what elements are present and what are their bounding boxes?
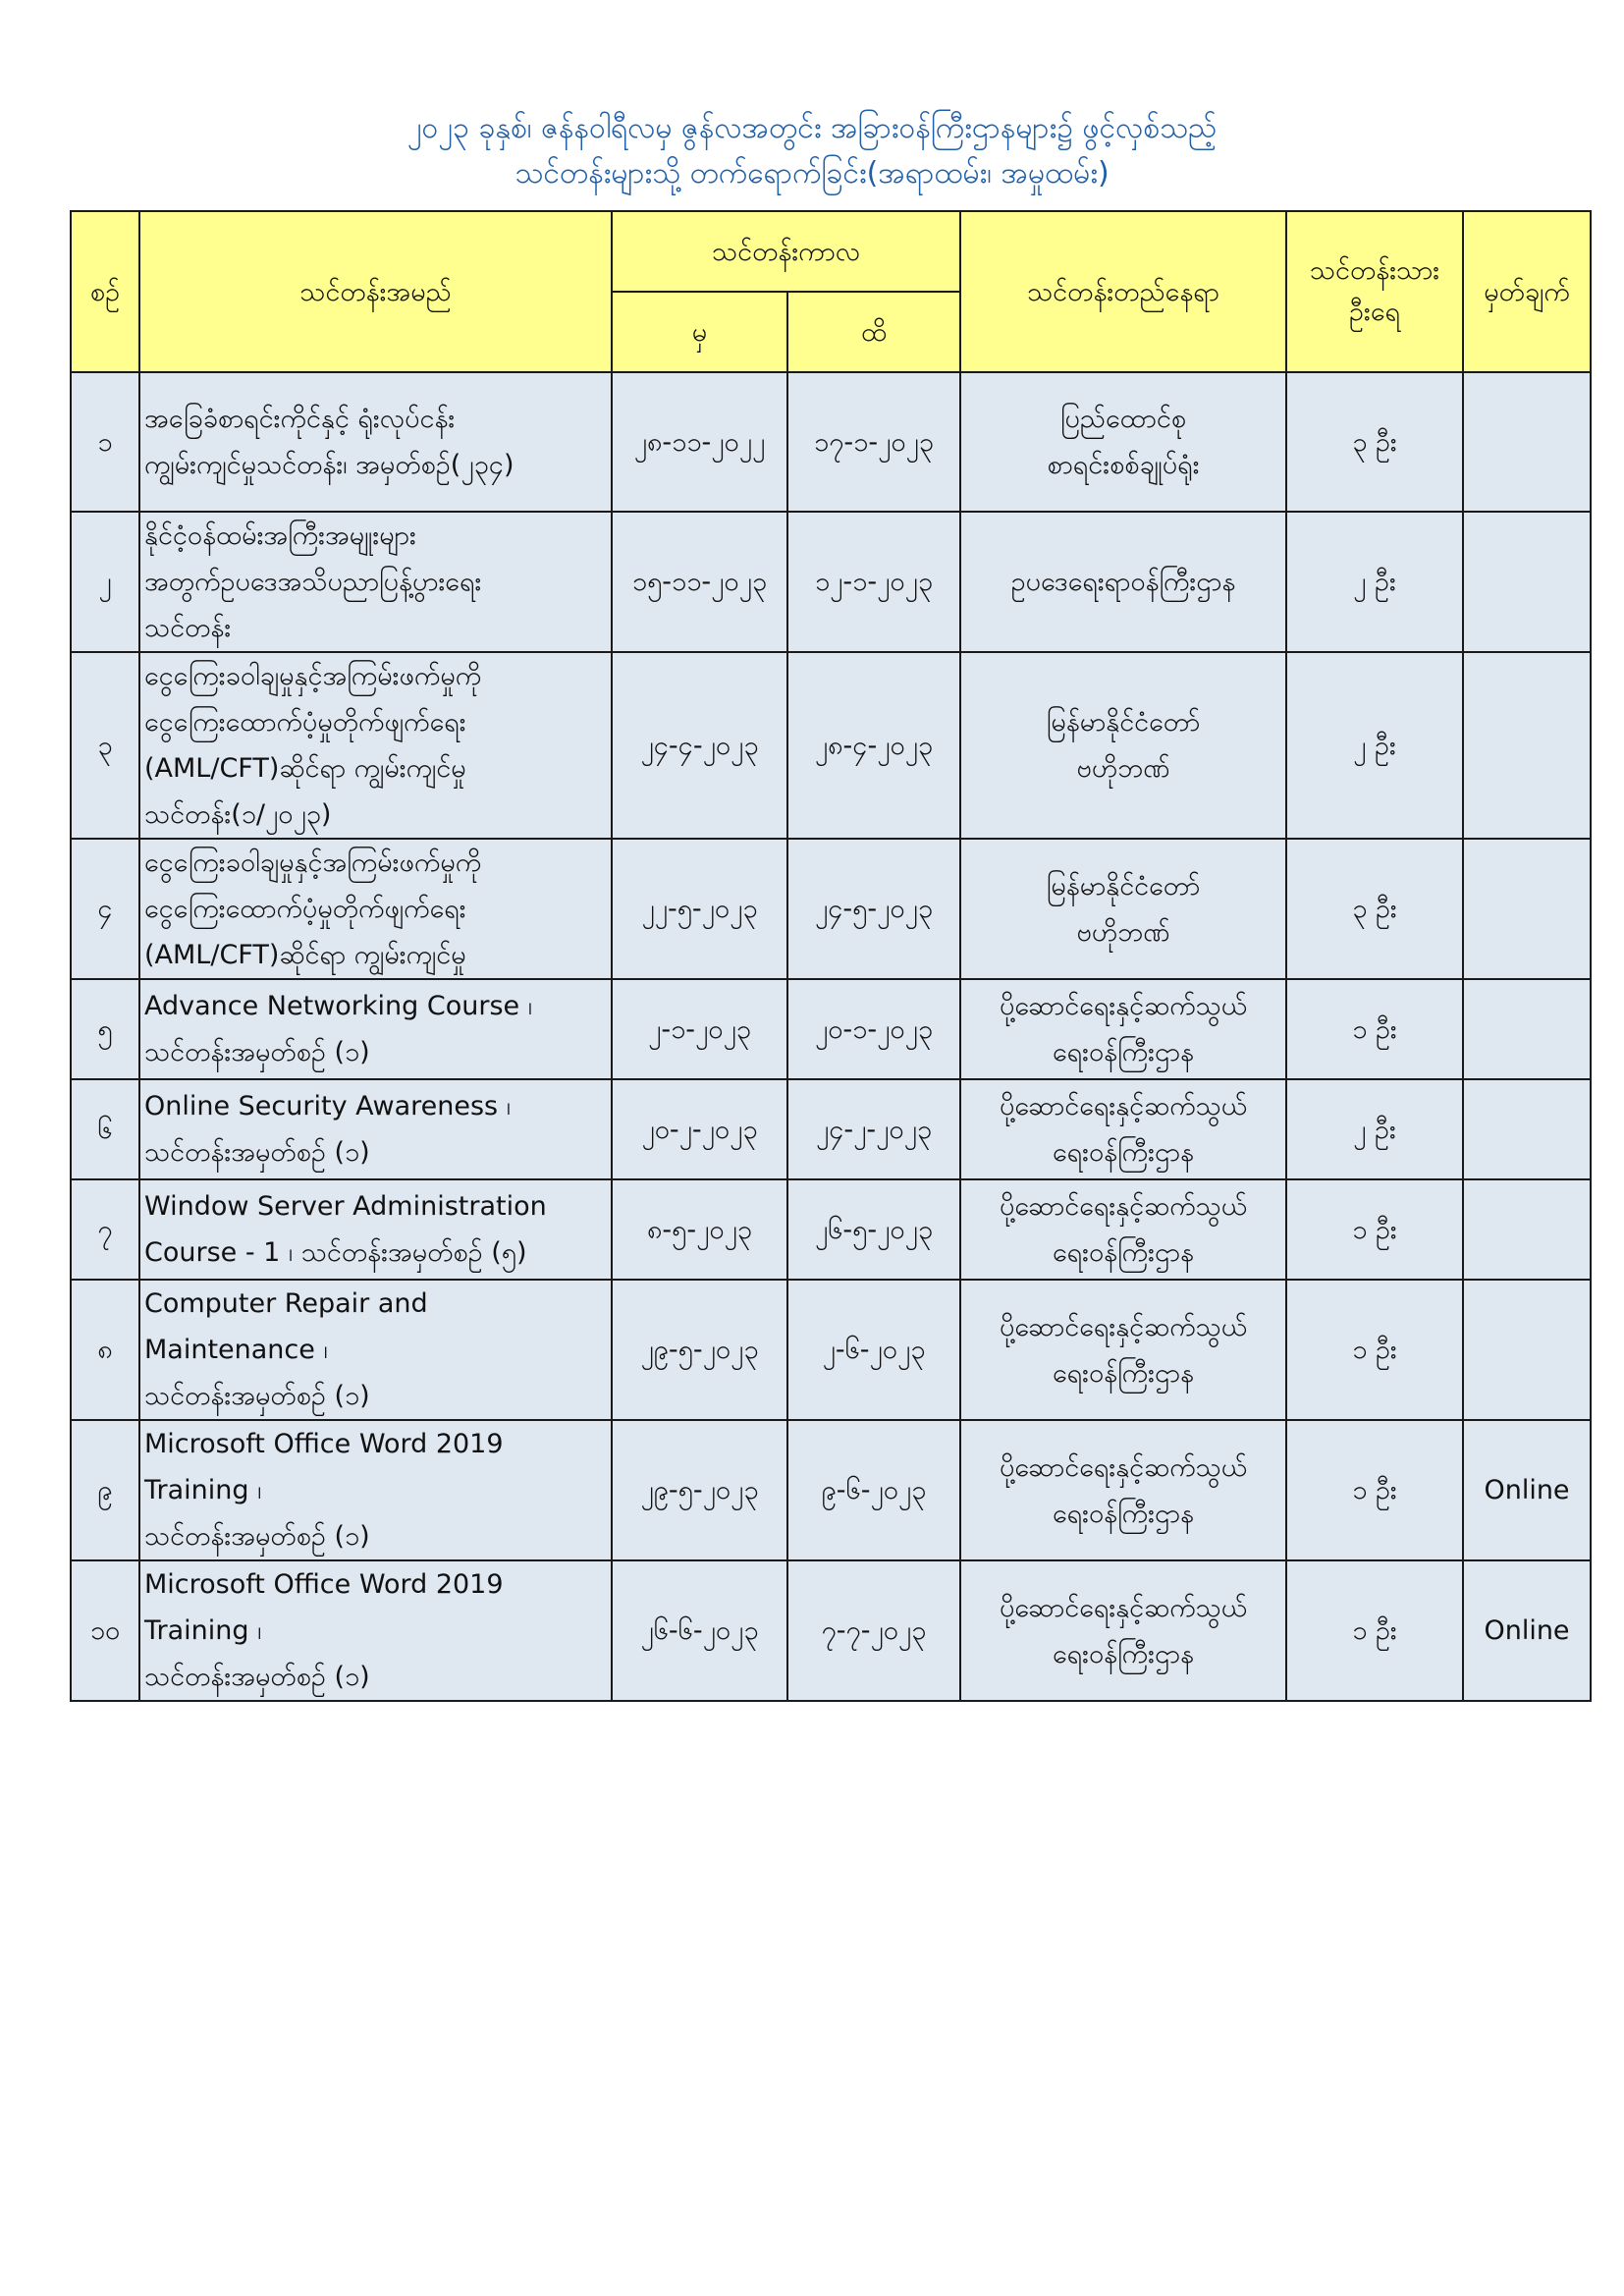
header-remark: မှတ်ချက် bbox=[1463, 211, 1591, 372]
course-location-line: ပို့ဆောင်ရေးနှင့်ဆက်သွယ် bbox=[1000, 1191, 1247, 1222]
course-location bbox=[960, 1420, 1286, 1560]
remark bbox=[1463, 1280, 1591, 1420]
table-body bbox=[71, 372, 1591, 1701]
course-location-line: ရေးဝန်ကြီးဌာန bbox=[1052, 1137, 1195, 1168]
row-number: ၅ bbox=[71, 979, 139, 1079]
course-name-line: Microsoft Office Word 2019 Training ၊ bbox=[144, 1569, 504, 1646]
course-location-line: ပို့ဆောင်ရေးနှင့်ဆက်သွယ် bbox=[1000, 1592, 1247, 1623]
header-from: မှ bbox=[612, 292, 787, 372]
row-number: ၁၀ bbox=[71, 1560, 139, 1701]
date-to: ၁၂-၁-၂၀၂၃ bbox=[787, 512, 960, 652]
date-to: ၂၄-၂-၂၀၂၃ bbox=[787, 1079, 960, 1179]
course-name-line: သင်တန်း bbox=[144, 613, 232, 643]
participant-count: ၂ ဦး bbox=[1286, 512, 1463, 652]
course-name-line: သင်တန်းအမှတ်စဉ် (၁) bbox=[144, 1662, 370, 1692]
course-name-line: အတွက်ဥပဒေအသိပညာပြန့်ပွားရေး bbox=[144, 567, 482, 597]
participant-count: ၃ ဦး bbox=[1286, 372, 1463, 512]
header-name: သင်တန်းအမည် bbox=[139, 211, 612, 372]
course-name bbox=[139, 372, 612, 512]
remark: Online bbox=[1463, 1420, 1591, 1560]
course-location bbox=[960, 1179, 1286, 1280]
course-location bbox=[960, 979, 1286, 1079]
remark bbox=[1463, 652, 1591, 839]
course-location bbox=[960, 512, 1286, 652]
table-row bbox=[71, 652, 1591, 839]
course-name-line: Course - 1 ၊ သင်တန်းအမှတ်စဉ် (၅) bbox=[144, 1237, 527, 1268]
row-number: ၃ bbox=[71, 652, 139, 839]
course-name-line: ငွေကြေးခဝါချမှုနှင့်အကြမ်းဖက်မှုကို bbox=[144, 847, 482, 878]
table-header bbox=[71, 211, 1591, 372]
course-name-line: Computer Repair and Maintenance ၊ bbox=[144, 1288, 428, 1365]
table-row bbox=[71, 839, 1591, 979]
table-row bbox=[71, 979, 1591, 1079]
course-name-line: ကျွမ်းကျင်မှုသင်တန်း၊ အမှတ်စဉ်(၂၃၄) bbox=[144, 450, 514, 480]
course-location-line: ရေးဝန်ကြီးဌာန bbox=[1052, 1638, 1195, 1669]
date-from: ၂-၁-၂၀၂၃ bbox=[612, 979, 787, 1079]
row-number: ၆ bbox=[71, 1079, 139, 1179]
course-location-line: ရေးဝန်ကြီးဌာန bbox=[1052, 1037, 1195, 1067]
course-location bbox=[960, 652, 1286, 839]
course-name-line: သင်တန်းအမှတ်စဉ် (၁) bbox=[144, 1137, 370, 1168]
course-name-line: Window Server Administration bbox=[144, 1191, 547, 1222]
training-table bbox=[70, 210, 1592, 1702]
title-line-1: ၂၀၂၃ ခုနှစ်၊ ဇန်နဝါရီလမှ ဇွန်လအတွင်း အခြားဝန်ကြီးဌာနများ၌ ဖွင့်လှစ်သည့် bbox=[406, 111, 1218, 145]
course-location bbox=[960, 1280, 1286, 1420]
date-from: ၂၉-၅-၂၀၂၃ bbox=[612, 1280, 787, 1420]
course-location-line: မြန်မာနိုင်ငံတော် bbox=[1046, 707, 1201, 738]
row-number: ၁ bbox=[71, 372, 139, 512]
table-row bbox=[71, 1280, 1591, 1420]
row-number: ၄ bbox=[71, 839, 139, 979]
remark bbox=[1463, 839, 1591, 979]
table-row bbox=[71, 1179, 1591, 1280]
date-from: ၁၅-၁၁-၂၀၂၃ bbox=[612, 512, 787, 652]
course-location-line: ပို့ဆောင်ရေးနှင့်ဆက်သွယ် bbox=[1000, 1091, 1247, 1121]
course-name-line: Advance Networking Course ၊ bbox=[144, 991, 532, 1021]
participant-count: ၁ ဦး bbox=[1286, 1179, 1463, 1280]
date-to: ၂၈-၄-၂၀၂၃ bbox=[787, 652, 960, 839]
date-to: ၇-၇-၂၀၂၃ bbox=[787, 1560, 960, 1701]
course-location-line: ရေးဝန်ကြီးဌာန bbox=[1052, 1357, 1195, 1389]
participant-count: ၃ ဦး bbox=[1286, 839, 1463, 979]
remark bbox=[1463, 1179, 1591, 1280]
header-place: သင်တန်းတည်နေရာ bbox=[960, 211, 1286, 372]
header-count: သင်တန်းသားဦးရေ bbox=[1286, 211, 1463, 372]
date-from: ၂၀-၂-၂၀၂၃ bbox=[612, 1079, 787, 1179]
participant-count: ၁ ဦး bbox=[1286, 1280, 1463, 1420]
date-from: ၂၄-၄-၂၀၂၃ bbox=[612, 652, 787, 839]
course-name bbox=[139, 1420, 612, 1560]
date-to: ၂-၆-၂၀၂၃ bbox=[787, 1280, 960, 1420]
title-line-2: သင်တန်းများသို့ တက်ရောက်ခြင်း(အရာထမ်း၊ အမှုထမ်း) bbox=[514, 156, 1110, 191]
course-location-line: ပြည်ထောင်စု bbox=[1059, 404, 1187, 434]
date-to: ၁၇-၁-၂၀၂၃ bbox=[787, 372, 960, 512]
date-to: ၉-၆-၂၀၂၃ bbox=[787, 1420, 960, 1560]
course-location-line: ဗဟိုဘဏ် bbox=[1076, 753, 1170, 784]
course-location-line: ဥပဒေရေးရာဝန်ကြီးဌာန bbox=[1010, 567, 1236, 597]
date-to: ၂၆-၅-၂၀၂၃ bbox=[787, 1179, 960, 1280]
participant-count: ၁ ဦး bbox=[1286, 979, 1463, 1079]
course-location bbox=[960, 372, 1286, 512]
course-name-line: Microsoft Office Word 2019 Training ၊ bbox=[144, 1429, 504, 1505]
course-location-line: ပို့ဆောင်ရေးနှင့်ဆက်သွယ် bbox=[1000, 1311, 1247, 1342]
course-location-line: ရေးဝန်ကြီးဌာန bbox=[1052, 1498, 1195, 1529]
remark bbox=[1463, 512, 1591, 652]
date-from: ၈-၅-၂၀၂၃ bbox=[612, 1179, 787, 1280]
header-to: ထိ bbox=[787, 292, 960, 372]
row-number: ၉ bbox=[71, 1420, 139, 1560]
row-number: ၇ bbox=[71, 1179, 139, 1280]
course-name-line: နိုင်ငံ့ဝန်ထမ်းအကြီးအမျုးများ bbox=[144, 520, 416, 551]
table-row bbox=[71, 372, 1591, 512]
header-period: သင်တန်းကာလ bbox=[612, 211, 960, 292]
table-row bbox=[71, 1420, 1591, 1560]
table-row bbox=[71, 1560, 1591, 1701]
remark bbox=[1463, 372, 1591, 512]
page-title bbox=[0, 106, 1624, 196]
course-name bbox=[139, 1079, 612, 1179]
course-name-line: ငွေကြေးထောက်ပံ့မှုတိုက်ဖျက်ရေး bbox=[144, 894, 466, 924]
course-name-line: ငွေကြေးထောက်ပံ့မှုတိုက်ဖျက်ရေး bbox=[144, 707, 466, 738]
course-name-line: Online Security Awareness ၊ bbox=[144, 1091, 511, 1121]
course-location-line: ပို့ဆောင်ရေးနှင့်ဆက်သွယ် bbox=[1000, 1451, 1247, 1483]
participant-count: ၂ ဦး bbox=[1286, 1079, 1463, 1179]
participant-count: ၂ ဦး bbox=[1286, 652, 1463, 839]
course-name-line: သင်တန်းအမှတ်စဉ် (၁) bbox=[144, 1381, 370, 1411]
course-location bbox=[960, 1079, 1286, 1179]
course-name-line: ငွေကြေးခဝါချမှုနှင့်အကြမ်းဖက်မှုကို bbox=[144, 661, 482, 691]
date-from: ၂၆-၆-၂၀၂၃ bbox=[612, 1560, 787, 1701]
row-number: ၈ bbox=[71, 1280, 139, 1420]
participant-count: ၁ ဦး bbox=[1286, 1420, 1463, 1560]
remark bbox=[1463, 979, 1591, 1079]
course-name bbox=[139, 1280, 612, 1420]
course-name bbox=[139, 1179, 612, 1280]
date-to: ၂၄-၅-၂၀၂၃ bbox=[787, 839, 960, 979]
course-name-line: သင်တန်းအမှတ်စဉ် (၁) bbox=[144, 1521, 370, 1552]
course-name-line: သင်တန်း(၁/၂၀၂၃) bbox=[144, 799, 332, 830]
course-location-line: မြန်မာနိုင်ငံတော် bbox=[1046, 870, 1201, 902]
remark bbox=[1463, 1079, 1591, 1179]
course-location-line: ရေးဝန်ကြီးဌာန bbox=[1052, 1237, 1195, 1268]
remark: Online bbox=[1463, 1560, 1591, 1701]
course-location bbox=[960, 839, 1286, 979]
course-name-line: (AML/CFT)ဆိုင်ရာ ကျွမ်းကျင်မှု bbox=[144, 940, 466, 970]
date-from: ၂၈-၁၁-၂၀၂၂ bbox=[612, 372, 787, 512]
course-location-line: ဗဟိုဘဏ် bbox=[1076, 916, 1170, 948]
participant-count: ၁ ဦး bbox=[1286, 1560, 1463, 1701]
table-row bbox=[71, 1079, 1591, 1179]
row-number: ၂ bbox=[71, 512, 139, 652]
course-location-line: စာရင်းစစ်ချုပ်ရုံး bbox=[1047, 450, 1200, 480]
course-name-line: သင်တန်းအမှတ်စဉ် (၁) bbox=[144, 1037, 370, 1067]
course-location bbox=[960, 1560, 1286, 1701]
course-location-line: ပို့ဆောင်ရေးနှင့်ဆက်သွယ် bbox=[1000, 991, 1247, 1021]
course-name bbox=[139, 839, 612, 979]
course-name bbox=[139, 979, 612, 1079]
date-from: ၂၉-၅-၂၀၂၃ bbox=[612, 1420, 787, 1560]
date-from: ၂၂-၅-၂၀၂၃ bbox=[612, 839, 787, 979]
table-row bbox=[71, 512, 1591, 652]
course-name bbox=[139, 512, 612, 652]
course-name-line: အခြေခံစာရင်းကိုင်နှင့် ရုံးလုပ်ငန်း bbox=[144, 404, 456, 434]
date-to: ၂၀-၁-၂၀၂၃ bbox=[787, 979, 960, 1079]
course-name bbox=[139, 1560, 612, 1701]
course-name bbox=[139, 652, 612, 839]
course-name-line: (AML/CFT)ဆိုင်ရာ ကျွမ်းကျင်မှု bbox=[144, 753, 466, 784]
header-no: စဉ် bbox=[71, 211, 139, 372]
